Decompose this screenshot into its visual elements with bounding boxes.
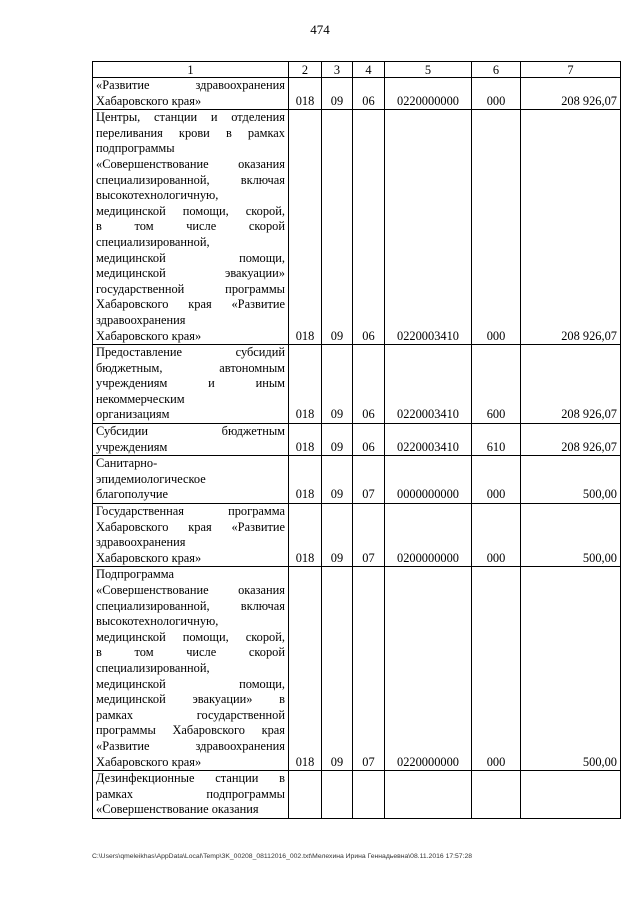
expense-type-cell: 000	[472, 567, 521, 771]
section-code-cell: 09	[322, 456, 353, 504]
description-line: Хабаровского края»	[96, 754, 202, 769]
description-line: Хабаровского края»	[96, 328, 202, 343]
description-cell	[93, 771, 289, 819]
file-path-footer: C:\Users\qmeleikhas\AppData\Local\Temp\3K_00208_08112016_002.txt\Мелехина Ирина Геннадьевна\08.11.2016 17:57:28	[92, 853, 473, 860]
section-code-cell: 09	[322, 567, 353, 771]
amount-cell: 500,00	[521, 504, 621, 567]
section-code-cell: 09	[322, 504, 353, 567]
description-line: специализированной, включая	[96, 598, 285, 613]
subsection-code-cell	[353, 771, 385, 819]
amount-cell: 208 926,07	[521, 78, 621, 110]
description-line: Хабаровского края «Развитие	[96, 297, 285, 312]
description-line: «Развитие здравоохранения	[96, 78, 285, 92]
description-line: Государственная программа	[96, 504, 285, 519]
description-line: «Совершенствование оказания	[96, 583, 285, 597]
ministry-code-cell: 018	[289, 456, 322, 504]
header-row	[93, 62, 621, 78]
table-row	[93, 78, 621, 110]
description-line: в том числе скорой	[96, 219, 285, 234]
target-article-cell: 0220000000	[385, 78, 472, 110]
section-code-cell: 09	[322, 110, 353, 345]
section-code-cell: 09	[322, 78, 353, 110]
description-line: специализированной,	[96, 660, 210, 675]
description-line: «Совершенствование оказания	[96, 802, 259, 817]
header-cell: 1	[93, 62, 289, 78]
amount-cell: 208 926,07	[521, 424, 621, 456]
description-cell	[93, 456, 289, 504]
ministry-code-cell: 018	[289, 567, 322, 771]
description-cell	[93, 567, 289, 771]
amount-cell	[521, 771, 621, 819]
description-line: Подпрограмма	[96, 567, 174, 582]
header-cell: 3	[322, 62, 353, 78]
description-cell	[93, 78, 289, 110]
description-line: медицинской эвакуации»	[96, 266, 285, 281]
description-cell	[93, 504, 289, 567]
table-row	[93, 345, 621, 424]
description-line: подпрограммы	[96, 141, 175, 156]
subsection-code-cell: 06	[353, 110, 385, 345]
description-line: учреждениям и иным	[96, 376, 285, 391]
expense-type-cell: 610	[472, 424, 521, 456]
description-line: государственной программы	[96, 281, 285, 296]
description-line: эпидемиологическое	[96, 471, 206, 486]
subsection-code-cell: 06	[353, 345, 385, 424]
header-cell: 7	[521, 62, 621, 78]
description-line: рамках государственной	[96, 707, 285, 722]
expense-type-cell: 000	[472, 456, 521, 504]
ministry-code-cell: 018	[289, 424, 322, 456]
description-line: Санитарно-	[96, 456, 158, 471]
subsection-code-cell: 07	[353, 504, 385, 567]
amount-cell: 208 926,07	[521, 110, 621, 345]
section-code-cell: 09	[322, 345, 353, 424]
expense-type-cell: 000	[472, 504, 521, 567]
description-line: переливания крови в рамках	[96, 125, 285, 140]
description-line: Предоставление субсидий	[96, 345, 285, 360]
target-article-cell: 0220003410	[385, 424, 472, 456]
amount-cell: 208 926,07	[521, 345, 621, 424]
description-line: «Развитие здравоохранения	[96, 738, 285, 753]
section-code-cell: 09	[322, 424, 353, 456]
description-line: высокотехнологичную,	[96, 188, 219, 203]
description-line: медицинской помощи,	[96, 250, 285, 265]
description-cell	[93, 424, 289, 456]
description-line: «Совершенствование оказания	[96, 156, 285, 171]
expense-type-cell: 000	[472, 78, 521, 110]
table-row	[93, 456, 621, 504]
amount-cell: 500,00	[521, 456, 621, 504]
table-row	[93, 504, 621, 567]
description-line: Дезинфекционные станции в	[96, 771, 285, 786]
description-line: в том числе скорой	[96, 645, 285, 660]
header-cell: 6	[472, 62, 521, 78]
table-body	[93, 78, 621, 819]
description-line: программы Хабаровского края	[96, 723, 285, 738]
ministry-code-cell: 018	[289, 504, 322, 567]
budget-table	[92, 61, 621, 819]
table-row	[93, 771, 621, 819]
subsection-code-cell: 07	[353, 456, 385, 504]
table-row	[93, 424, 621, 456]
target-article-cell: 0200000000	[385, 504, 472, 567]
header-cell: 2	[289, 62, 322, 78]
description-line: учреждениям	[96, 439, 168, 454]
subsection-code-cell: 06	[353, 424, 385, 456]
description-line: Хабаровского края»	[96, 550, 202, 565]
target-article-cell: 0220000000	[385, 567, 472, 771]
description-cell	[93, 345, 289, 424]
ministry-code-cell: 018	[289, 345, 322, 424]
description-line: здравоохранения	[96, 535, 186, 550]
subsection-code-cell: 06	[353, 78, 385, 110]
description-line: медицинской помощи,	[96, 676, 285, 691]
header-cell: 4	[353, 62, 385, 78]
description-line: благополучие	[96, 487, 169, 502]
expense-type-cell: 000	[472, 110, 521, 345]
subsection-code-cell: 07	[353, 567, 385, 771]
description-line: Субсидии бюджетным	[96, 424, 285, 439]
page-number: 474	[310, 22, 330, 37]
table-row	[93, 567, 621, 771]
description-line: Хабаровского края»	[96, 93, 202, 108]
ministry-code-cell: 018	[289, 78, 322, 110]
description-line: рамках подпрограммы	[96, 786, 285, 801]
description-line: здравоохранения	[96, 312, 186, 327]
description-line: бюджетным, автономным	[96, 360, 285, 375]
description-line: медицинской помощи, скорой,	[96, 203, 285, 218]
description-line: специализированной,	[96, 234, 210, 249]
expense-type-cell: 600	[472, 345, 521, 424]
description-line: специализированной, включая	[96, 172, 285, 187]
description-cell	[93, 110, 289, 345]
description-line: некоммерческим	[96, 391, 185, 406]
ministry-code-cell: 018	[289, 110, 322, 345]
description-line: высокотехнологичную,	[96, 614, 219, 629]
description-line: Центры, станции и отделения	[96, 110, 285, 125]
description-line: медицинской помощи, скорой,	[96, 629, 285, 644]
target-article-cell: 0220003410	[385, 110, 472, 345]
description-line: Хабаровского края «Развитие	[96, 519, 285, 534]
description-line: медицинской эвакуации» в	[96, 692, 285, 707]
target-article-cell: 0220003410	[385, 345, 472, 424]
description-line: организациям	[96, 407, 170, 422]
header-cell: 5	[385, 62, 472, 78]
ministry-code-cell	[289, 771, 322, 819]
target-article-cell	[385, 771, 472, 819]
amount-cell: 500,00	[521, 567, 621, 771]
table-row	[93, 110, 621, 345]
target-article-cell: 0000000000	[385, 456, 472, 504]
section-code-cell	[322, 771, 353, 819]
expense-type-cell	[472, 771, 521, 819]
